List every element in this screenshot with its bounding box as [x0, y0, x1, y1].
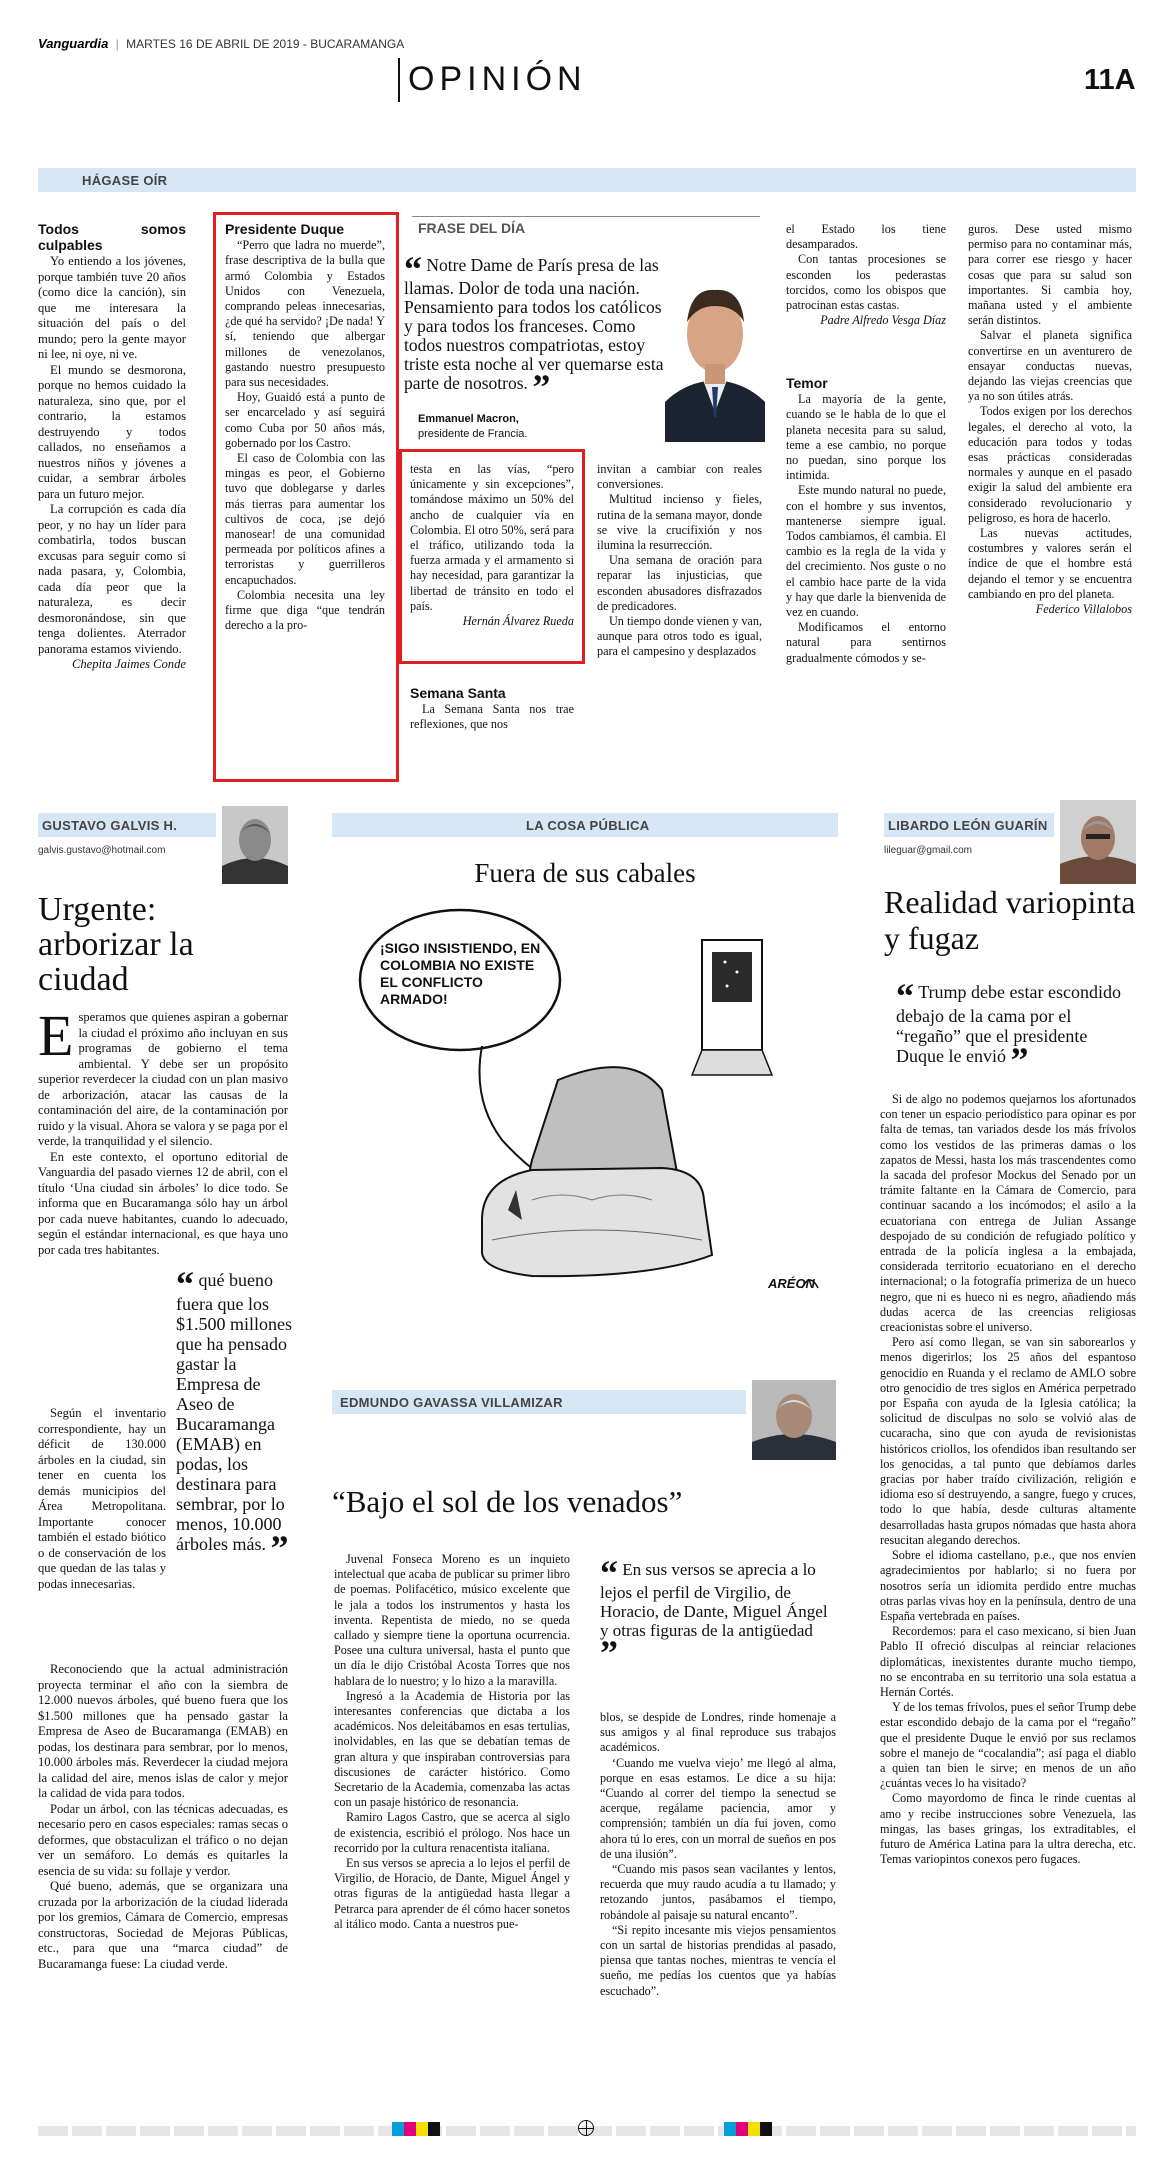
letter-paragraph: Con tantas procesiones se esconden los pederastas torcidos, como los obispos que patrocinan estas castas.	[786, 252, 946, 313]
gavassa-col-1	[334, 1552, 570, 1932]
letter-semana-santa-cont	[597, 462, 762, 660]
article-paragraph: Como mayordomo de finca le rinde cuentas al amo y recibe instrucciones sobre Venezuela, las mingas, las bases gringas, los extraditables, el futuro de América Latina para la ultra derecha, etc. Temas variopintos conexos pero fugaces.	[880, 1791, 1136, 1867]
speech-bubble-text: ¡SIGO INSISTIENDO, EN COLOMBIA NO EXISTE EL CONFLICTO ARMADO!	[380, 940, 541, 1007]
quote-text: En sus versos se aprecia a lo lejos el perfil de Virgilio, de Horacio, de Dante, Miguel Ángel y otras figuras de la antigüedad	[600, 1560, 828, 1640]
letter-signature: Padre Alfredo Vesga Díaz	[820, 313, 946, 328]
letter-paragraph: Yo entiendo a los jóvenes, porque también tuve 20 años (como dice la canción), sin que me interesara la situación del país o del mundo; pero la gente mayor ni lee, ni oye, ni ve.	[38, 254, 186, 361]
letter-paragraph: Modificamos el entorno natural para sentirnos gradualmente cómodos y se-	[786, 620, 946, 665]
article-paragraph: Según el inventario correspondiente, hay un déficit de 130.000 árboles en la ciudad, sin tener en cuenta los demás municipios del Área Metropolitana. Importante conocer también el estado biótico o de conservación de los que quedan de las talas y podas innecesarias.	[38, 1406, 166, 1591]
quote-text: Trump debe estar escondido debajo de la cama por el “regaño” que el presidente Duque le envió	[896, 982, 1121, 1066]
article-paragraph: Podar un árbol, con las técnicas adecuadas, es necesario pero en casos especiales: ramas secas o deformes, que obstaculizan el tráfico o no dejan ver un semáforo. Lo demás es quitarles la esencia de su vida: su follaje y verdor.	[38, 1801, 288, 1878]
article-paragraph: Ramiro Lagos Castro, que se acerca al siglo de existencia, escribió el prólogo. Nos hace un recorrido por la cultura renacentista italiana.	[334, 1810, 570, 1855]
letter-todos-somos-culpables	[38, 222, 186, 673]
letter-paragraph: Todos exigen por los derechos legales, el derecho al voto, la educación para todos y todas esas prácticas consideradas normales y aunque en el pasado exigir la salud del ambiente era considerado revolucionario y peligroso, es hora de hacerlo.	[968, 404, 1132, 525]
open-quote-icon: “	[600, 1553, 618, 1593]
galvis-headline: Urgente: arborizar la ciudad	[38, 891, 194, 998]
gavassa-name-bar	[332, 1390, 746, 1414]
frase-del-dia-label: FRASE DEL DÍA	[418, 220, 526, 236]
galvis-body-bottom	[38, 1662, 288, 1972]
letter-paragraph: El mundo se desmorona, porque no hemos cuidado la naturaleza, sino que, por el contrario, la estamos destruyendo y todos callados, no enseñamos a nuestros niños y jóvenes a cuidar, a sembrar árboles para un futuro mejor.	[38, 362, 186, 501]
letter-temor	[786, 376, 946, 666]
letter-semana-santa-end	[786, 222, 946, 328]
libardo-pull-quote	[896, 976, 1136, 1080]
letter-semana-santa	[410, 686, 574, 733]
letter-paragraph: guros. Dese usted mismo permiso para no contaminar más, para correr ese riesgo y hacer cosas que para su salud son importantes. Si cambia hoy, mañana usted y el ambiente serán distintos.	[968, 222, 1132, 328]
registration-mark-icon	[578, 2120, 594, 2136]
libardo-photo	[1060, 800, 1136, 884]
article-paragraph: Reconociendo que la actual administración proyecta terminar el año con la siembra de 12.000 nuevos árboles, qué bueno fuera que los $1.500 millones que ha pensado gastar la Empresa de Aseo de Bucaramanga (EMAB) en podas, los destinara para sembrar, por lo menos, 10.000 árboles más. Reverdecer la ciudad mejora la calidad del aire, menos islas de calor y mejor la calidad de vida para todos.	[38, 1662, 288, 1800]
open-quote-icon: “	[896, 976, 914, 1016]
letter-paragraph: Este mundo natural no puede, con el hombre y sus inventos, mantenerse siempre igual. Todos cambiamos, él cambia. El cambio es la regla de la vida y del crecimiento. Nos guste o no el cambio hace parte de la vida y hay que darle la bienvenida de vez en cuando.	[786, 483, 946, 620]
section-divider	[398, 58, 400, 102]
close-quote-icon: ”	[532, 367, 551, 407]
letter-signature: Federico Villalobos	[1035, 602, 1132, 617]
quote-text: qué bueno fuera que los $1.500 millones que ha pensado gastar la Empresa de Aseo de Bucaramanga (EMAB) en podas, los destinara para sembrar, por lo menos, 10.000 árboles más.	[176, 1270, 292, 1554]
hagase-oir-bar	[38, 168, 1136, 192]
article-paragraph: Juvenal Fonseca Moreno es un inquieto intelectual que acaba de publicar su primer libro de poemas. Polifacético, músico excelente que le jala a todos los instrumentos y hasta los inventa. Repentista de miedo, no se queda callado y siempre tiene la oportuna ocurrencia. Posee una cultura universal, hasta el punto que un día le dijo Cristóbal Acosta Torres que nos hablara de lo nuestro; y lo hizo a la maravilla.	[334, 1552, 570, 1688]
letter-paragraph: Salvar el planeta significa convertirse en un aventurero de ensayar conductas nuevas, dejando las viejas creencias que ya no son útiles atrás.	[968, 328, 1132, 404]
open-quote-icon: “	[404, 249, 422, 289]
galvis-photo	[222, 806, 288, 884]
letter-presidente-duque	[225, 222, 385, 633]
libardo-headline: Realidad variopinta y fugaz	[884, 884, 1136, 956]
letter-title: Presidente Duque	[225, 221, 345, 237]
close-quote-icon: ”	[1010, 1040, 1029, 1080]
letter-paragraph: Una semana de oración para reparar las injusticias, que esconden abusadores disfrazados de predicadores.	[597, 553, 762, 613]
letter-title: Semana Santa	[410, 685, 506, 701]
columnist-name: LIBARDO LEÓN GUARÍN	[888, 818, 1048, 833]
frase-del-dia-quote	[404, 249, 666, 407]
article-paragraph: ‘Cuando me vuelva viejo’ me llegó al alma, porque en esas estamos. Le dice a su hija: “Cuando al correr del tiempo la senectud se acerque, regálame paciencia, amor y comprensión; también un día fui joven, como ahora tú lo eres, con un morral de sueños en pos de una ilusión”.	[600, 1755, 836, 1861]
letter-title: Todos somos culpables	[38, 221, 186, 253]
letter-paragraph: Las nuevas actitudes, costumbres y valores serán el índice de que el hombre está dejando el temor y se encuentra cambiando en pro del planeta.	[968, 526, 1132, 601]
masthead: Vanguardia | MARTES 16 DE ABRIL DE 2019 - BUCARAMANGA	[38, 36, 405, 51]
letter-paragraph: La corrupción es cada día peor, y no hay un líder para combatirla, todos buscan excusas para seguir como si nada pasara, y, Colombia, cada día peor que la naturaleza, es decir desmoronándose, sin que tenga dolientes. Aterrador panorama estamos viviendo.	[38, 502, 186, 656]
galvis-name-bar	[38, 813, 216, 837]
close-quote-icon: ”	[600, 1633, 618, 1673]
letter-paragraph: El caso de Colombia con las mingas es peor, el Gobierno tuvo que doblegarse y darles más tierras para aumentar los cultivos de coca, ¡se dejó manosear! de una comunidad permeada por políticos afines a terroristas y guerrilleros encapuchados.	[225, 451, 385, 587]
cartoon-title: Fuera de sus cabales	[474, 858, 696, 888]
letter-paragraph: La mayoría de la gente, cuando se le habla de lo que el planeta necesita para su salud, teme a ese cambio, no porque no puedan, sino porque los intimida.	[786, 392, 946, 483]
article-paragraph: Y de los temas frívolos, pues el señor Trump debe estar escondido debajo de la cama por el “regaño” que el presidente Duque le envió por sus reclamos sobre el manejo de “cocalandia”; así paga el diablo a quien tan bien le sirve; en menos de un año ¿cuántas veces lo ha visitado?	[880, 1700, 1136, 1791]
libardo-body	[880, 1092, 1136, 1867]
letter-paragraph: Un tiempo donde vienen y van, aunque para otros todo es igual, para el campesino y desplazados	[597, 614, 762, 659]
close-quote-icon: ”	[270, 1528, 289, 1568]
cartoonist-signature: ARÉON	[768, 1276, 815, 1291]
article-paragraph: Qué bueno, además, que se organizara una cruzada por la arborización de la ciudad liderada por los gremios, Cámara de Comercio, empresas constructoras, Sociedad de Mejoras Públicas, etc., para que una “marca ciudad” de Bucaramanga fuese: La ciudad verde.	[38, 1879, 288, 1971]
macron-photo	[665, 252, 765, 442]
frase-del-dia-rule	[412, 216, 760, 217]
galvis-pull-quote	[176, 1264, 296, 1568]
cartoon-illustration	[332, 900, 838, 1310]
article-paragraph	[38, 1150, 288, 1259]
open-quote-icon: “	[176, 1264, 194, 1304]
first-paragraph: speramos que quienes aspiran a gobernar la ciudad el próximo año incluyan en sus programas de gobierno el tema ambiental. Y debe ser un propósito superior reverdecer la ciudad con un plan masivo de arborización, atacar las causas de la contaminación del aire, de la contaminación por ruido y la visual. Ahora se valora y se paga por el verde, la tranquilidad y el silencio.	[38, 1010, 288, 1148]
cosa-publica-bar	[332, 813, 838, 837]
paragraph-text: En este contexto, el oportuno editorial de Vanguardia del pasado viernes 12 de abril, con el título ‘Una ciudad sin árboles’ lo dice todo. Se informa que en Bucaramanga sólo hay un árbol por cada nueve habitantes, cuando lo adecuado, según el estándar internacional, es que haya uno por cada tres habitantes.	[38, 1149, 288, 1257]
frase-author: Emmanuel Macron,	[418, 413, 519, 425]
letter-paragraph: Colombia necesita una ley firme que diga “que tendrán derecho a la pro-	[225, 587, 385, 633]
issue-date: MARTES 16 DE ABRIL DE 2019 - BUCARAMANGA	[126, 37, 405, 51]
article-paragraph: “Cuando mis pasos sean vacilantes y lentos, recuerda que muy raudo acudía a tu llamado; y retozando juntos, pasábamos el tiempo, robándole al paisaje su natural encanto”.	[600, 1862, 836, 1922]
libardo-name-bar	[884, 813, 1054, 837]
article-paragraph: Pero así como llegan, se van sin saborearlos y menos digerirlos; los 25 años del espantoso genocidio en Ruanda y el reclamo de AMLO sobre otro genocidio de tres siglos en América perpetrado por España con ayuda de la Iglesia católica; la solicitud de disculpas no solo se volvió alas de cucaracha, sino que con ayuda de revisionistas históricos criollos, los ofendidos iban resultando ser los genocidas, a tal punto que debíamos darles gracias por haber traído civilización, religión e idioma eso sí destruyendo, a sangre, fuego y cruces, todo lo que había, desde culturas altamente desarrolladas hasta grupos nómadas que hasta ahora resucitan alegando derechos.	[880, 1335, 1136, 1547]
section-title: OPINIÓN	[408, 60, 587, 98]
letter-paragraph: Multitud incienso y fieles, rutina de la semana mayor, donde se vive la crucifixión y nos ilumina la resurrección.	[597, 492, 762, 553]
gavassa-col-2	[600, 1710, 836, 1999]
page-number: 11A	[1084, 64, 1136, 96]
letter-paragraph: La Semana Santa nos trae reflexiones, que nos	[410, 702, 574, 732]
letter-paragraph: “Perro que ladra no muerde”, frase descriptiva de la bulla que armó Colombia y Estados Unidos con Venezuela, comprando peleas innecesarias, ¿de qué ha servido? ¡De nada! Y sí, teniendo que albergar millones de venezolanos, gastando nuestro presupuesto para sus necesidades.	[225, 238, 385, 390]
cmyk-blocks-left	[392, 2122, 440, 2136]
article-paragraph: Recordemos: para el caso mexicano, si bien Juan Pablo II ofreció disculpas al reinciar relaciones diplomáticas, inexistentes durante mucho tiempo, no se encontraba en su territorio una sola estatua a Hernán Cortés.	[880, 1624, 1136, 1699]
letter-presidente-duque-cont	[410, 462, 574, 629]
gavassa-pull-quote	[600, 1553, 832, 1673]
columnist-name: EDMUNDO GAVASSA VILLAMIZAR	[340, 1395, 563, 1410]
quote-text: Notre Dame de París presa de las llamas. Dolor de toda una nación. Pensamiento para todos los católicos y para todos los franceses. Como todos nuestros compatriotas, estoy triste esta noche al ver quemarse esta parte de nosotros.	[404, 255, 664, 393]
article-paragraph: Si de algo no podemos quejarnos los afortunados con tener un espacio periodístico para opinar es por falta de temas, tan variados desde los más frívolos como los vestidos de las primeras damas o los zapatos de Messi, hasta los más trascendentes como la sacada del profesor Mockus del Senado por un trámite faltante en la Cámara de Comercio, para continuar sacando a los incómodos; el asilo a la ecuatoriana con entrega de Julian Assange despojado de su condición de refugiado político y entrada de la policía inglesa a la embajada, considerada territorio ecuatoriano en el derecho internacional; o la fotografía primeriza de un hueco negro, que ni es hueco ni es negro, añadiendo más dudas acerca de las creencias religiosas creacionistas sobre el universo.	[880, 1092, 1136, 1335]
columnist-email: lileguar@gmail.com	[884, 845, 972, 856]
galvis-body-top	[38, 1003, 288, 1258]
letter-signature: Chepita Jaimes Conde	[71, 657, 186, 671]
cosa-publica-label: LA COSA PÚBLICA	[526, 818, 650, 833]
article-paragraph: Sobre el idioma castellano, p.e., que nos envíen agradecimientos por hablarlo; si no fuera por nosotros sería un idiomita perdido entre muchas otras parlas vivas hoy en la península, dentro de una España vertebrada en países.	[880, 1548, 1136, 1623]
letter-paragraph: invitan a cambiar con reales conversiones.	[597, 462, 762, 492]
letter-temor-cont	[968, 222, 1132, 617]
columnist-name: GUSTAVO GALVIS H.	[42, 818, 178, 833]
article-paragraph: Ingresó a la Academia de Historia por las interesantes conferencias que dictaba a los académicos. Nos deleitábamos en esas tertulias, inolvidables, en las que se debatían temas de gran altura y que inspiraban controversias para discusiones de carácter histórico. Como Secretario de la Academia, comenzaba las actas con un pasaje histórico de resonancia.	[334, 1688, 570, 1810]
article-paragraph: blos, se despide de Londres, rinde homenaje a sus amigos y al final reproduce sus trabajos académicos.	[600, 1710, 836, 1755]
galvis-body-mid	[38, 1406, 166, 1592]
frase-author-role: presidente de Francia.	[418, 428, 528, 440]
letter-title: Temor	[786, 375, 828, 391]
letter-paragraph: Hoy, Guaidó está a punto de ser encarcelado y así seguirá como Cuba por 50 años más, gobernado por los Castro.	[225, 390, 385, 450]
letter-signature: Hernán Álvarez Rueda	[462, 614, 574, 629]
article-paragraph	[38, 1003, 288, 1150]
drop-cap: E	[38, 1003, 74, 1068]
gavassa-photo	[752, 1380, 836, 1460]
article-paragraph: “Si repito incesante mis viejos pensamientos con un sartal de historias prendidas al pasado, piensa que tantas noches, mientras te vencía el sueño, me pedías los cuentos que ya habías escuchado”.	[600, 1922, 836, 1998]
letter-paragraph: el Estado los tiene desamparados.	[786, 222, 946, 252]
gavassa-headline: “Bajo el sol de los venados”	[332, 1484, 683, 1519]
letter-paragraph: testa en las vías, “pero únicamente y sin excepciones”, tomándose máximo un 50% del ancho de cualquier vía en Colombia. El otro 50%, será para el tráfico, utilizando toda la fuerza armada y el armamento si hay necesidad, para garantizar la libertad de tránsito en todo el país.	[410, 462, 574, 613]
brand-logo: Vanguardia	[38, 36, 109, 51]
hagase-oir-label: HÁGASE OÍR	[82, 173, 168, 188]
cmyk-blocks-right	[724, 2122, 772, 2136]
article-paragraph: En sus versos se aprecia a lo lejos el perfil de Virgilio, de Horacio, de Dante, Miguel Ángel y otras figuras de la antigüedad hasta llegar a Petrarca para aprender de él cómo hacer sonetos al itálico modo. Canta a nuestros pue-	[334, 1856, 570, 1931]
columnist-email: galvis.gustavo@hotmail.com	[38, 845, 166, 856]
